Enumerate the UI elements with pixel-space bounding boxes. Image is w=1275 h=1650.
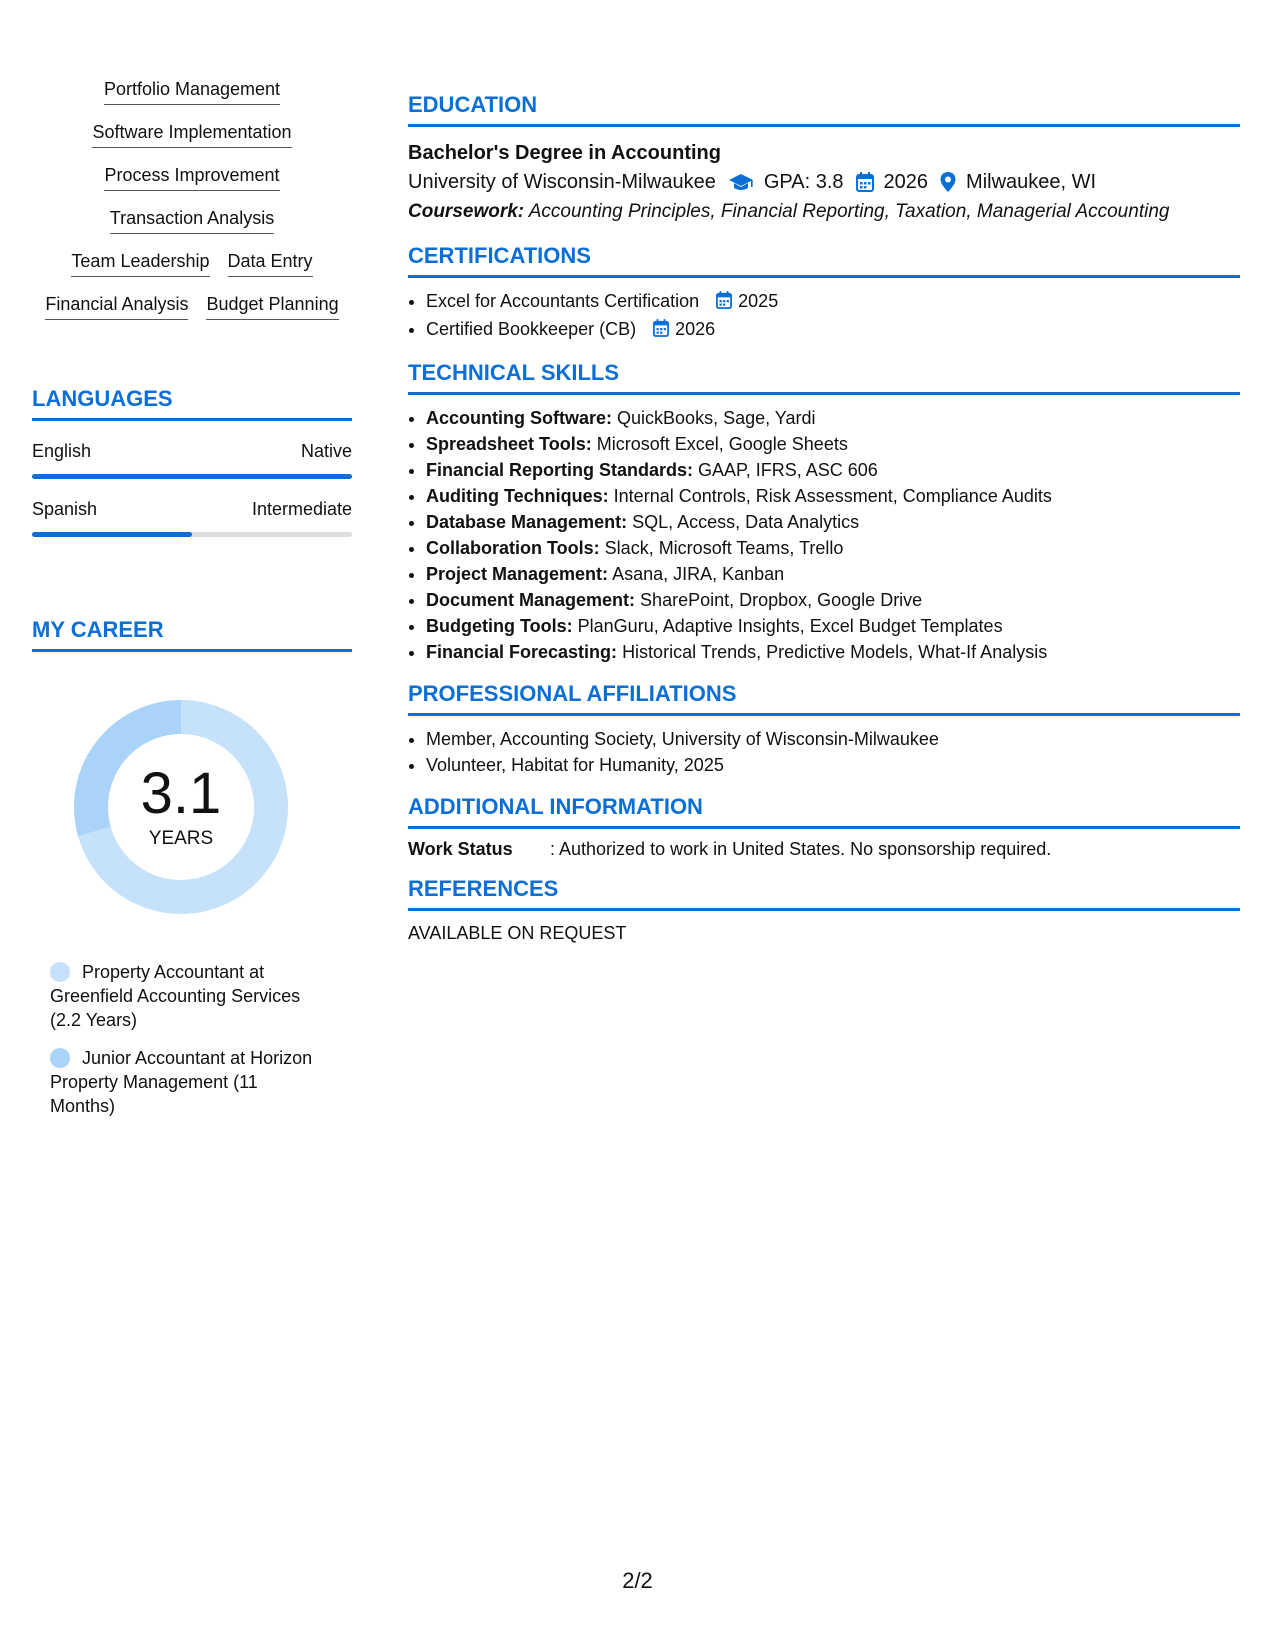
work-status-label: Work Status (408, 839, 513, 859)
certification-name: Excel for Accountants Certification (426, 291, 700, 311)
career-role-label: Junior Accountant at Horizon Property Management (11 Months) (50, 1048, 313, 1116)
language-bar (32, 532, 352, 537)
skill-tag: Process Improvement (104, 164, 279, 191)
skill-category: Collaboration Tools: (426, 538, 600, 558)
career-donut (66, 692, 296, 922)
skill-tag: Portfolio Management (104, 78, 280, 105)
technical-skill-item (426, 509, 1240, 535)
coursework-list: Accounting Principles, Financial Reporting, Taxation, Managerial Accounting (528, 201, 1170, 222)
skill-values: Microsoft Excel, Google Sheets (596, 434, 848, 454)
skill-category: Auditing Techniques: (426, 486, 609, 506)
skill-values: Slack, Microsoft Teams, Trello (604, 538, 844, 558)
skill-values: QuickBooks, Sage, Yardi (617, 408, 816, 428)
calendar-icon (716, 290, 732, 316)
technical-skill-item (426, 405, 1240, 431)
career-section (32, 617, 352, 1118)
education-details (408, 167, 1240, 197)
certification-name: Certified Bookkeeper (CB) (426, 319, 637, 339)
coursework (408, 197, 1240, 227)
skill-values: SharePoint, Dropbox, Google Drive (640, 590, 923, 610)
affiliation-item: • Member, Accounting Society, University of Wisconsin-Milwaukee (426, 726, 1240, 752)
gpa: GPA: 3.8 (763, 171, 844, 193)
language-item (32, 499, 352, 537)
page-number: 2/2 (622, 1568, 653, 1593)
language-level: Intermediate (251, 499, 352, 519)
certification-year: 2026 (675, 319, 716, 339)
languages-title: LANGUAGES (32, 386, 352, 421)
affiliations-section (408, 681, 1240, 778)
technical-skill-item (426, 613, 1240, 639)
career-legend-item (50, 1046, 320, 1118)
language-level: Native (300, 441, 352, 461)
certification-year: 2025 (738, 291, 779, 311)
skill-tag: Budget Planning (206, 293, 338, 320)
language-bar-fill (32, 474, 352, 479)
skill-category: Spreadsheet Tools: (426, 434, 592, 454)
calendar-icon (653, 318, 669, 344)
skill-category: Accounting Software: (426, 408, 613, 428)
graduation-cap-icon (728, 172, 754, 192)
technical-skill-item (426, 483, 1240, 509)
skills-list (32, 78, 352, 336)
skill-row (45, 293, 338, 320)
skill-row (104, 78, 280, 105)
career-role-label: Property Accountant at Greenfield Accounting Services (2.2 Years) (50, 962, 301, 1030)
skill-category: Financial Forecasting: (426, 642, 618, 662)
technical-skill-item (426, 457, 1240, 483)
skill-tag: Financial Analysis (45, 293, 188, 320)
skill-values: Historical Trends, Predictive Models, What-If Analysis (622, 642, 1048, 662)
skill-category: Document Management: (426, 590, 636, 610)
technical-skill-item (426, 587, 1240, 613)
skill-row (110, 207, 274, 234)
skill-category: Project Management: (426, 564, 609, 584)
language-bar (32, 474, 352, 479)
technical-skills-title: TECHNICAL SKILLS (408, 360, 1240, 395)
skill-category: Financial Reporting Standards: (426, 460, 694, 480)
degree-title: Bachelor's Degree in Accounting (408, 142, 721, 164)
technical-skills-section (408, 360, 1240, 665)
languages-section (32, 386, 352, 537)
skill-values: SQL, Access, Data Analytics (632, 512, 860, 532)
career-legend (50, 960, 320, 1118)
skill-tag: Data Entry (228, 250, 313, 277)
skill-values: GAAP, IFRS, ASC 606 (698, 460, 878, 480)
technical-skill-item (426, 639, 1240, 665)
skill-tag: Transaction Analysis (110, 207, 274, 234)
left-column (32, 78, 352, 1132)
references-text: AVAILABLE ON REQUEST (408, 923, 627, 943)
skill-values: Internal Controls, Risk Assessment, Compliance Audits (613, 486, 1052, 506)
skill-row (71, 250, 312, 277)
affiliations-title: PROFESSIONAL AFFILIATIONS (408, 681, 1240, 716)
skill-values: PlanGuru, Adaptive Insights, Excel Budget Templates (577, 616, 1003, 636)
additional-info-section (408, 794, 1240, 860)
career-total-value: 3.1 (140, 761, 222, 826)
affiliation-item: • Volunteer, Habitat for Humanity, 2025 (426, 752, 1240, 778)
education-section (408, 92, 1240, 227)
graduation-year: 2026 (883, 171, 929, 193)
legend-dot-icon (50, 1048, 70, 1068)
technical-skill-item (426, 431, 1240, 457)
right-column (408, 92, 1240, 960)
career-legend-item (50, 960, 320, 1032)
legend-dot-icon (50, 962, 70, 982)
skill-category: Budgeting Tools: (426, 616, 573, 636)
certification-item (426, 316, 1240, 344)
school-name: University of Wisconsin-Milwaukee (408, 171, 716, 193)
language-item (32, 441, 352, 479)
language-bar-fill (32, 532, 192, 537)
work-status-row (408, 839, 1240, 860)
references-section (408, 876, 1240, 944)
career-total-unit: YEARS (148, 828, 214, 849)
school-location: Milwaukee, WI (966, 171, 1097, 193)
additional-info-title: ADDITIONAL INFORMATION (408, 794, 1240, 829)
skill-category: Database Management: (426, 512, 628, 532)
skill-values: Asana, JIRA, Kanban (612, 564, 785, 584)
education-title: EDUCATION (408, 92, 1240, 127)
technical-skill-item (426, 535, 1240, 561)
skill-tag: Software Implementation (92, 121, 291, 148)
skill-row (104, 164, 279, 191)
career-title: MY CAREER (32, 617, 352, 652)
certifications-section (408, 243, 1240, 344)
certifications-title: CERTIFICATIONS (408, 243, 1240, 278)
calendar-icon (856, 172, 874, 192)
language-name: English (32, 441, 92, 461)
coursework-label: Coursework: (408, 201, 525, 222)
references-title: REFERENCES (408, 876, 1240, 911)
language-name: Spanish (32, 499, 98, 519)
skill-row (92, 121, 291, 148)
skill-tag: Team Leadership (71, 250, 209, 277)
certification-item (426, 288, 1240, 316)
location-pin-icon (940, 172, 956, 192)
work-status-value: : Authorized to work in United States. No sponsorship required. (550, 839, 1052, 859)
technical-skill-item (426, 561, 1240, 587)
